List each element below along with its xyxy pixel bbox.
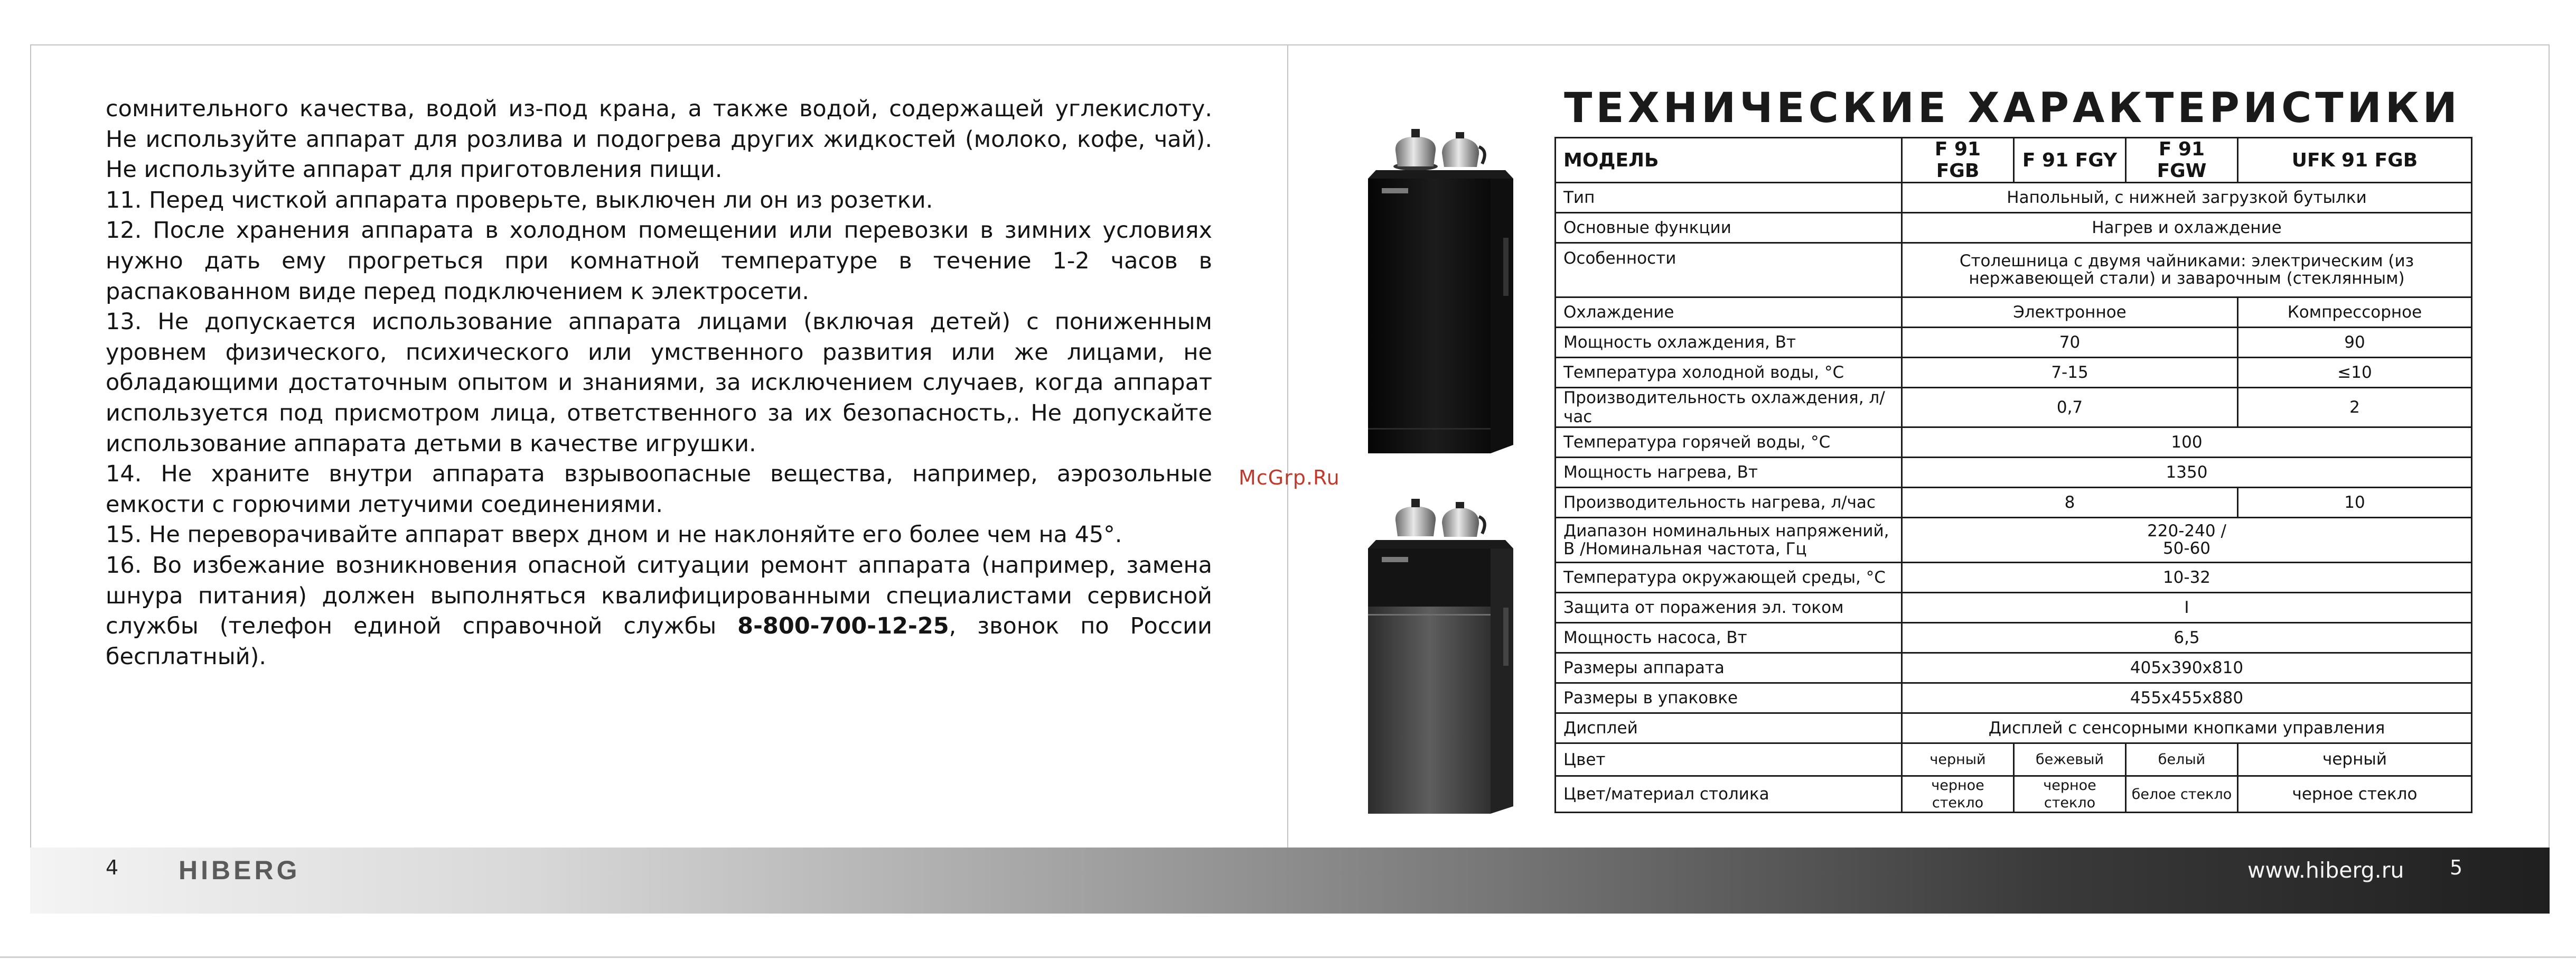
row-label: Основные функции xyxy=(1556,213,1902,243)
table-row xyxy=(1556,623,2472,653)
paragraph-16-text: 16. Во избежание возникновения опасной ситуации ремонт аппарата (например, замена шнура питания) должен выполняться квалифицированными специалистами сервисной службы (телефон единой справочной службы xyxy=(106,552,1212,640)
row-value: 10 xyxy=(2238,488,2472,518)
row-value: Нагрев и охлаждение xyxy=(1902,213,2472,243)
row-label: Размеры в упаковке xyxy=(1556,683,1902,713)
paragraph-11: 11. Перед чисткой аппарата проверьте, выключен ли он из розетки. xyxy=(106,187,933,213)
table-header-row xyxy=(1556,138,2472,183)
product-image-black-cooler xyxy=(1363,122,1526,460)
table-row xyxy=(1556,713,2472,743)
row-value: 7-15 xyxy=(1902,358,2238,388)
row-label: Мощность насоса, Вт xyxy=(1556,623,1902,653)
row-value: I xyxy=(1902,593,2472,623)
row-value: Напольный, с нижней загрузкой бутылки xyxy=(1902,183,2472,213)
table-row xyxy=(1556,358,2472,388)
header-model-3: F 91 FGW xyxy=(2126,138,2238,183)
table-row xyxy=(1556,213,2472,243)
row-label: Производительность охлаждения, л/час xyxy=(1556,388,1902,427)
table-row xyxy=(1556,243,2472,297)
page-spine xyxy=(1287,44,1288,848)
row-value xyxy=(1902,518,2472,563)
watermark: McGrp.Ru xyxy=(1239,466,1340,489)
row-value: 2 xyxy=(2238,388,2472,427)
row-value: черное стекло xyxy=(2238,776,2472,813)
row-value: Электронное xyxy=(1902,297,2238,328)
left-page-text xyxy=(106,94,1212,672)
table-row xyxy=(1556,388,2472,427)
row-value: черный xyxy=(1902,743,2014,776)
paragraph-16-tail: , звонок по России бесплатный). xyxy=(106,613,1212,670)
row-label: Защита от поражения эл. током xyxy=(1556,593,1902,623)
row-label: Температура холодной воды, °C xyxy=(1556,358,1902,388)
table-row xyxy=(1556,683,2472,713)
row-value: 0,7 xyxy=(1902,388,2238,427)
voltage-value: 220-240 / xyxy=(2147,522,2226,541)
row-value: Дисплей с сенсорными кнопками управления xyxy=(1902,713,2472,743)
row-value: белое стекло xyxy=(2126,776,2238,813)
table-row xyxy=(1556,653,2472,683)
row-value: Столешница с двумя чайниками: электрическим (из нержавеющей стали) и заварочным (стеклянным) xyxy=(1902,243,2472,297)
table-row xyxy=(1556,518,2472,563)
header-model: МОДЕЛЬ xyxy=(1556,138,1902,183)
table-row xyxy=(1556,563,2472,593)
row-label: Дисплей xyxy=(1556,713,1902,743)
row-label: Цвет xyxy=(1556,743,1902,776)
row-value: 405x390x810 xyxy=(1902,653,2472,683)
footer-bar xyxy=(30,848,2550,914)
table-row xyxy=(1556,297,2472,328)
row-value: 100 xyxy=(1902,427,2472,458)
row-label: Мощность охлаждения, Вт xyxy=(1556,328,1902,358)
header-model-1: F 91 FGB xyxy=(1902,138,2014,183)
paragraph-13: 13. Не допускается использование аппарата лицами (включая детей) с пониженным уровнем физического, психического или умственного развития или же лицами, не обладающими достаточным опытом и знаниями, за исключением случаев, когда аппарат используется под присмотром лица, ответственного за их безопасность,. Не допускайте использование аппарата детьми в качестве игрушки. xyxy=(106,309,1212,457)
hiberg-logo xyxy=(179,856,332,883)
row-label: Температура окружающей среды, °C xyxy=(1556,563,1902,593)
row-value: черное стекло xyxy=(2014,776,2126,813)
row-label: Мощность нагрева, Вт xyxy=(1556,458,1902,488)
table-row xyxy=(1556,593,2472,623)
row-value: 1350 xyxy=(1902,458,2472,488)
row-value: черный xyxy=(2238,743,2472,776)
header-model-2: F 91 FGY xyxy=(2014,138,2126,183)
table-row xyxy=(1556,328,2472,358)
row-value: черное стекло xyxy=(1902,776,2014,813)
row-label: Особенности xyxy=(1556,243,1902,297)
bottom-divider xyxy=(0,956,2576,958)
table-row xyxy=(1556,183,2472,213)
row-label: Производительность нагрева, л/час xyxy=(1556,488,1902,518)
paragraph-continued: сомнительного качества, водой из-под крана, а также водой, содержащей углекислоту. Не используйте аппарат для розлива и подогрева других жидкостей (молоко, кофе, чай). Не используйте аппарат для приготовления пищи. xyxy=(106,96,1212,183)
row-value: 455x455x880 xyxy=(1902,683,2472,713)
table-row xyxy=(1556,776,2472,813)
row-value: 8 xyxy=(1902,488,2238,518)
row-label: Температура горячей воды, °C xyxy=(1556,427,1902,458)
hiberg-logo-text: HIBERG xyxy=(179,856,301,883)
row-label: Охлаждение xyxy=(1556,297,1902,328)
row-value: ≤10 xyxy=(2238,358,2472,388)
header-model-4: UFK 91 FGB xyxy=(2238,138,2472,183)
row-label: Тип xyxy=(1556,183,1902,213)
table-row xyxy=(1556,743,2472,776)
table-row xyxy=(1556,488,2472,518)
row-label: Диапазон номинальных напряжений, В /Номинальная частота, Гц xyxy=(1556,518,1902,563)
row-value: Компрессорное xyxy=(2238,297,2472,328)
paragraph-14: 14. Не храните внутри аппарата взрывоопасные вещества, например, аэрозольные емкости с горючими летучими соединениями. xyxy=(106,461,1212,518)
table-row xyxy=(1556,458,2472,488)
row-label: Размеры аппарата xyxy=(1556,653,1902,683)
row-value: белый xyxy=(2126,743,2238,776)
row-label: Цвет/материал столика xyxy=(1556,776,1902,813)
paragraph-16 xyxy=(106,551,1212,672)
page-number-left: 4 xyxy=(106,856,119,879)
product-image-grey-cooler xyxy=(1363,491,1526,819)
paragraph-15: 15. Не переворачивайте аппарат вверх дном и не наклоняйте его более чем на 45°. xyxy=(106,522,1122,548)
row-value: 6,5 xyxy=(1902,623,2472,653)
row-value: бежевый xyxy=(2014,743,2126,776)
website-url[interactable]: www.hiberg.ru xyxy=(2247,858,2404,883)
spec-title: ТЕХНИЧЕСКИЕ ХАРАКТЕРИСТИКИ xyxy=(1564,85,2461,132)
service-phone: 8-800-700-12-25 xyxy=(737,613,949,640)
paragraph-12: 12. После хранения аппарата в холодном помещении или перевозки в зимних условиях нужно дать ему прогреться при комнатной температуре в течение 1-2 часов в распакованном виде перед подключением к электросети. xyxy=(106,217,1212,305)
row-value: 90 xyxy=(2238,328,2472,358)
frequency-value: 50-60 xyxy=(2162,539,2211,558)
row-value: 10-32 xyxy=(1902,563,2472,593)
spec-table xyxy=(1554,137,2472,813)
table-row xyxy=(1556,427,2472,458)
page-number-right: 5 xyxy=(2450,856,2463,879)
row-value: 70 xyxy=(1902,328,2238,358)
